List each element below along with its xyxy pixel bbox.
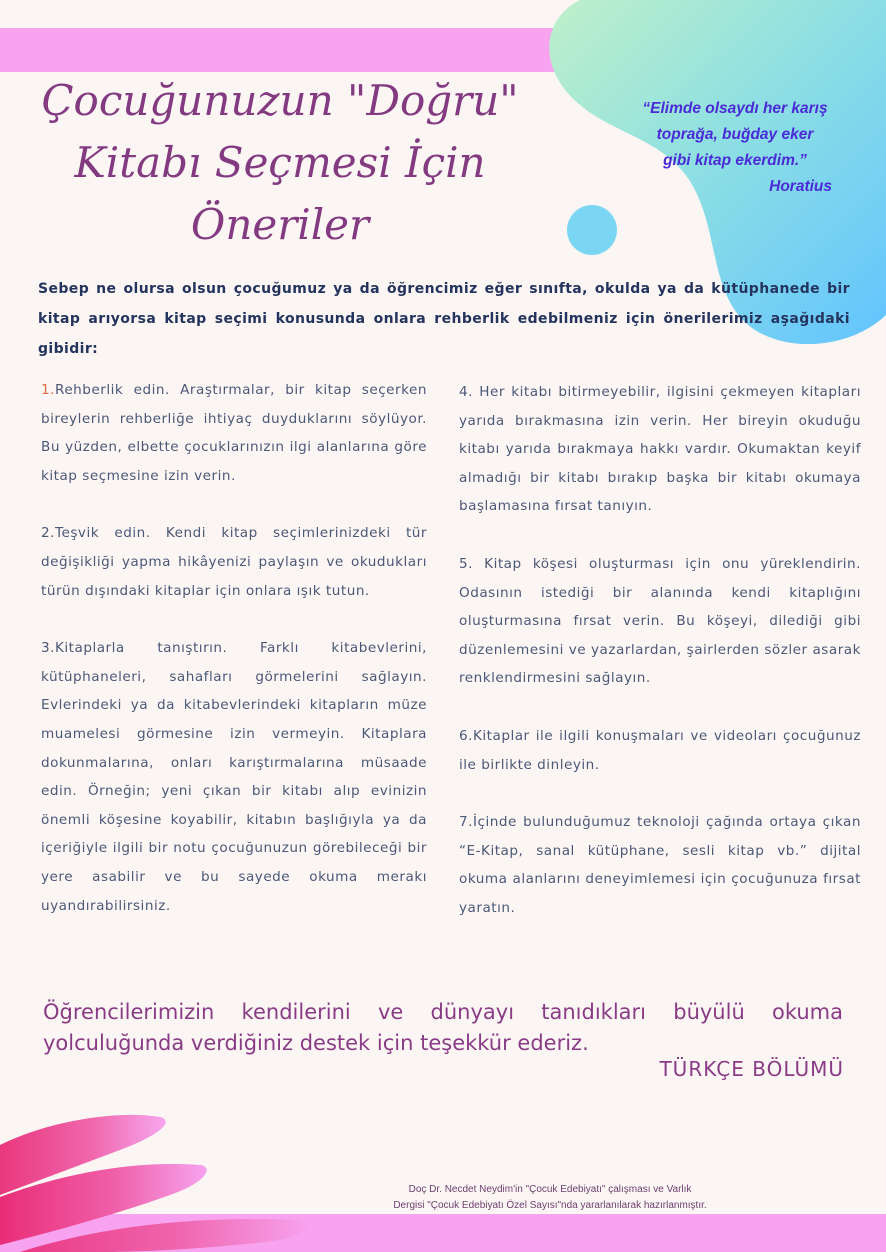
department-signature: TÜRKÇE BÖLÜMÜ (659, 1057, 844, 1081)
source-line-2: Dergisi "Çocuk Edebiyatı Özel Sayısı"nda yararlanılarak hazırlanmıştır. (393, 1200, 707, 1211)
source-note (360, 1182, 740, 1214)
quote-author: Horatius (769, 178, 832, 195)
suggestion-item-3: 3.Kitaplarla tanıştırın. Farklı kitabevlerini, kütüphaneleri, sahafları görmelerini sağlayın. Evlerindeki ya da kitabevlerindeki kitapların müze muamelesi görmesine izin vermeyin. Kitaplara dokunmalarına, onları karıştırmalarına müsaade edin. Örneğin; yeni çıkan bir kitabı alıp evinizin önemli köşesine koyabilir, kitabın başlığıyla ya da içeriğiyle ilgili bir notu çocuğunuzun görebileceği bir yere asabilir ve bu sayede okuma merakı uyandırabilirsiniz. (41, 640, 427, 914)
page-title (40, 70, 520, 256)
item-1-number: 1. (41, 382, 55, 398)
closing-line-2: yolculuğunda verdiğiniz destek için teşekkür ederiz. (43, 1031, 589, 1055)
title-line-3: Öneriler (190, 200, 370, 249)
closing-message (43, 997, 843, 1059)
left-column (41, 376, 427, 949)
suggestion-item-2: 2.Teşvik edin. Kendi kitap seçimlerinizdeki tür değişikliği yapma hikâyenizi paylaşın ve okudukları türün dışındaki kitaplar için onlara ışık tutun. (41, 525, 427, 599)
right-column (459, 378, 861, 952)
intro-paragraph: Sebep ne olursa olsun çocuğumuz ya da öğrencimiz eğer sınıfta, okulda ya da kütüphanede bir kitap arıyorsa kitap seçimi konusunda onlara rehberlik edebilmeniz için önerilerimiz aşağıdaki gibidir: (38, 281, 850, 357)
quote-line-3: gibi kitap ekerdim.” (663, 152, 807, 169)
quote-line-1: “Elimde olsaydı her karış (642, 100, 828, 117)
item-1-text: Rehberlik edin. Araştırmalar, bir kitap seçerken bireylerin rehberliğe ihtiyaç duyduklarını söylüyor. Bu yüzden, elbette çocuklarınızın ilgi alanlarına göre kitap seçmesine izin verin. (41, 382, 427, 484)
suggestion-item-7: 7.İçinde bulunduğumuz teknoloji çağında ortaya çıkan “E-Kitap, sanal kütüphane, sesli kitap vb.” dijital okuma alanlarını deneyimlemesi için çocuğunuza fırsat yaratın. (459, 814, 861, 916)
pink-brush-stroke-decoration (0, 1105, 320, 1252)
suggestion-item-4: 4. Her kitabı bitirmeyebilir, ilgisini çekmeyen kitapları yarıda bırakmasına izin verin. Her bireyin okuduğu kitabı yarıda bırakmaya hakkı vardır. Okumaktan keyif almadığı bir kitabı bırakıp başka bir kitabı okumaya başlamasına fırsat tanıyın. (459, 384, 861, 515)
suggestion-item-1 (41, 376, 427, 490)
source-line-1: Doç Dr. Necdet Neydim'in "Çocuk Edebiyatı" çalışması ve Varlık (408, 1184, 692, 1195)
suggestion-item-5: 5. Kitap köşesi oluşturması için onu yüreklendirin. Odasının istediği bir alanında kendi kitaplığını oluşturmasına fırsat verin. Bu köşeyi, dilediği gibi düzenlemesini ve yazarlardan, şairlerden sözler asarak renklendirmesini sağlayın. (459, 555, 861, 687)
title-line-2: Kitabı Seçmesi İçin (74, 138, 486, 187)
quote-line-2: toprağa, buğday eker (656, 126, 814, 143)
suggestion-item-6: 6.Kitaplar ile ilgili konuşmaları ve videoları çocuğunuz ile birlikte dinleyin. (459, 727, 861, 773)
title-line-1: Çocuğunuzun "Doğru" (41, 76, 519, 125)
quote-block (600, 96, 870, 200)
closing-line-1: Öğrencilerimizin kendilerini ve dünyayı tanıdıkları büyülü okuma (43, 1000, 843, 1024)
